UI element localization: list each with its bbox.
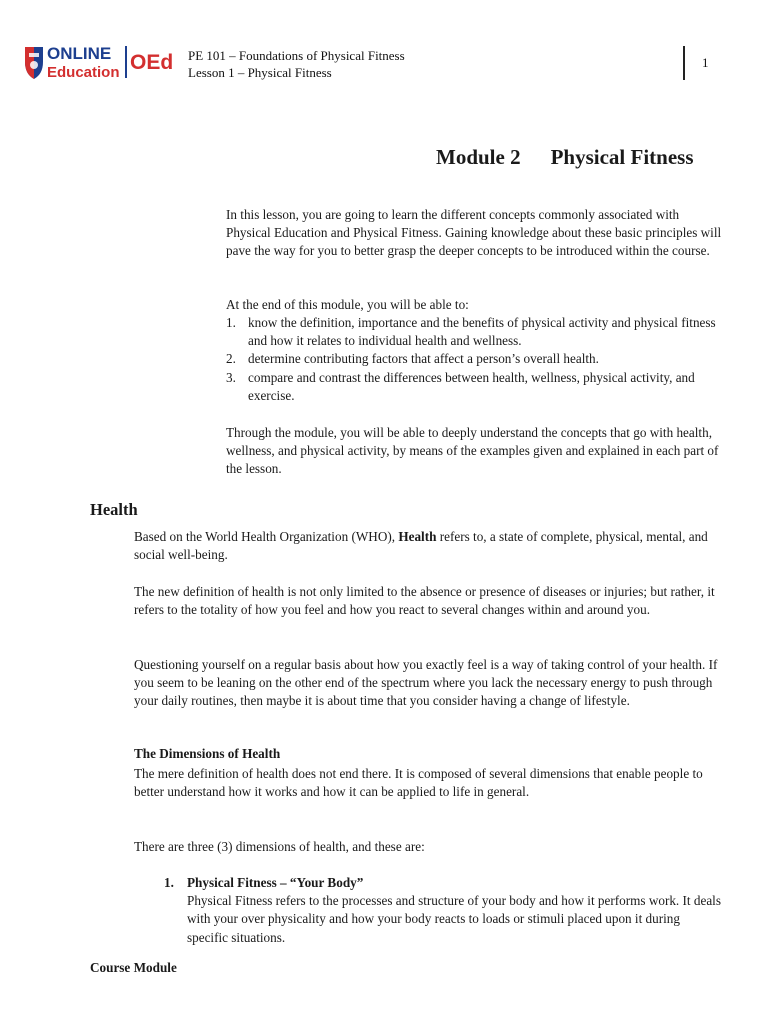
- section-heading-health: Health: [90, 500, 138, 519]
- objective-text: determine contributing factors that affect a person’s overall health.: [248, 351, 599, 367]
- who-definition: [134, 528, 734, 564]
- definition-text: Based on the World Health Organization (WHO),: [134, 529, 399, 544]
- footer-course-module: Course Module: [90, 960, 177, 975]
- header-divider: [683, 46, 685, 80]
- dimensions-paragraph: The mere definition of health does not end there. It is composed of several dimensions that enable people to better understand how it works and how it can be applied to life in general.: [134, 766, 703, 800]
- module-title: [436, 145, 694, 170]
- objectives-list: [226, 314, 726, 405]
- intro-paragraph: In this lesson, you are going to learn the different concepts commonly associated with Physical Education and Physical Fitness. Gaining knowledge about these basic principles will pave the way for you to better grasp the deeper concepts to be introduced within the course.: [226, 207, 722, 259]
- svg-text:ONLINE: ONLINE: [47, 44, 112, 63]
- list-number: 2.: [226, 351, 236, 367]
- health-paragraph-2: The new definition of health is not only limited to the absence or presence of diseases or injuries; but rather, it refers to the totality of how you feel and how you react to several changes within and around you.: [134, 584, 715, 618]
- list-item: [226, 369, 726, 405]
- objective-text: compare and contrast the differences between health, wellness, physical activity, and exercise.: [248, 369, 695, 403]
- definition-term: Health: [398, 529, 437, 544]
- lesson-title: Lesson 1 – Physical Fitness: [188, 65, 332, 80]
- online-education-logo: [22, 42, 182, 82]
- header-course-info: [188, 47, 405, 81]
- objectives-lead: At the end of this module, you will be able to:: [226, 297, 469, 312]
- list-item: [226, 350, 726, 368]
- intro-closing: Through the module, you will be able to deeply understand the concepts that go with health, wellness, and physical activity, by means of the examples given and explained in each part of the lesson.: [226, 425, 719, 477]
- objective-text: know the definition, importance and the benefits of physical activity and physical fitness and how it relates to individual health and wellness.: [248, 315, 716, 349]
- module-name: Physical Fitness: [550, 145, 694, 169]
- definition-text: refers to, a state of complete, physical, mental, and social well-being.: [134, 529, 708, 563]
- module-number: Module 2: [436, 145, 521, 169]
- list-number: 1.: [164, 875, 174, 890]
- dimensions-heading: The Dimensions of Health: [134, 746, 281, 761]
- svg-text:OEd: OEd: [130, 51, 174, 74]
- dimension-description: Physical Fitness refers to the processes and structure of your body and how it performs work. It deals with your over physicality and how your body reacts to loads or stimuli placed upon it during specific situations.: [187, 893, 721, 945]
- page-number: 1: [702, 55, 709, 70]
- health-paragraph-3: Questioning yourself on a regular basis about how you exactly feel is a way of taking control of your health. If you seem to be leaning on the other end of the spectrum where you lack the necessary energy to push through your daily routines, then maybe it is about time that you consider having a change of lifestyle.: [134, 657, 718, 709]
- dimension-item-physical: [164, 874, 724, 947]
- dimension-title: Physical Fitness – “Your Body”: [187, 875, 364, 890]
- course-title: PE 101 – Foundations of Physical Fitness: [188, 48, 405, 63]
- list-number: 1.: [226, 315, 236, 330]
- shield-crest-icon: [25, 47, 43, 79]
- list-number: 3.: [226, 369, 236, 385]
- page-header: [22, 42, 742, 90]
- svg-text:Education: Education: [47, 64, 120, 81]
- dimensions-count: There are three (3) dimensions of health, and these are:: [134, 839, 425, 854]
- list-item: [226, 314, 726, 350]
